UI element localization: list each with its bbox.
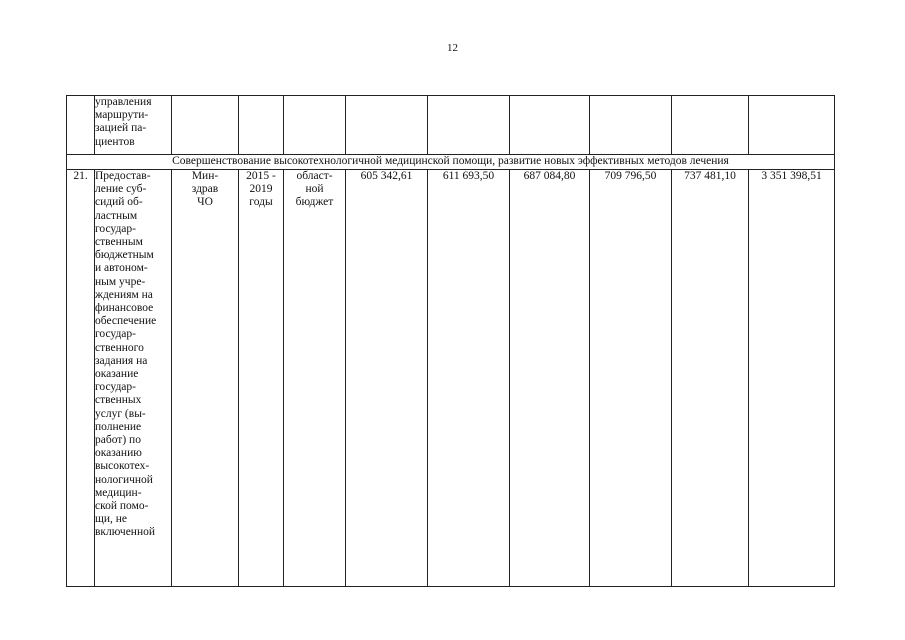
budget-table xyxy=(66,95,835,587)
cell-empty xyxy=(172,96,239,155)
page-number: 12 xyxy=(447,42,458,54)
table-row-continued xyxy=(67,96,835,155)
cell-empty xyxy=(346,96,428,155)
row-number: 21. xyxy=(67,170,95,587)
cell-empty xyxy=(284,96,346,155)
cell-amount-2019: 737 481,10 xyxy=(672,170,749,587)
cell-empty xyxy=(510,96,590,155)
cell-funding-source: област- ной бюджет xyxy=(284,170,346,587)
cell-empty xyxy=(428,96,510,155)
cell-period: 2015 - 2019 годы xyxy=(239,170,284,587)
cell-description-continued: управления маршрути- зацией па- циентов xyxy=(95,96,172,155)
cell-number-empty xyxy=(67,96,95,155)
cell-empty xyxy=(239,96,284,155)
cell-amount-2018: 709 796,50 xyxy=(590,170,672,587)
cell-empty xyxy=(749,96,835,155)
cell-amount-2015: 605 342,61 xyxy=(346,170,428,587)
cell-empty xyxy=(590,96,672,155)
table-row-21 xyxy=(67,170,835,587)
cell-amount-2017: 687 084,80 xyxy=(510,170,590,587)
cell-executor: Мин- здрав ЧО xyxy=(172,170,239,587)
cell-description: Предостав- ление суб- сидий об- ластным государ- ственным бюджетным и автоном- ным учре- ждениям на финансовое обеспечение государ- ственного задания на оказание государ- ственных услуг (вы- полнение работ) по оказанию высокотех- нологичной медицин- ской помо- щи, не включенной xyxy=(95,170,172,587)
cell-amount-total: 3 351 398,51 xyxy=(749,170,835,587)
cell-empty xyxy=(672,96,749,155)
section-header: Совершенствование высокотехнологичной медицинской помощи, развитие новых эффективных методов лечения xyxy=(67,155,835,170)
cell-amount-2016: 611 693,50 xyxy=(428,170,510,587)
section-header-row xyxy=(67,155,835,170)
